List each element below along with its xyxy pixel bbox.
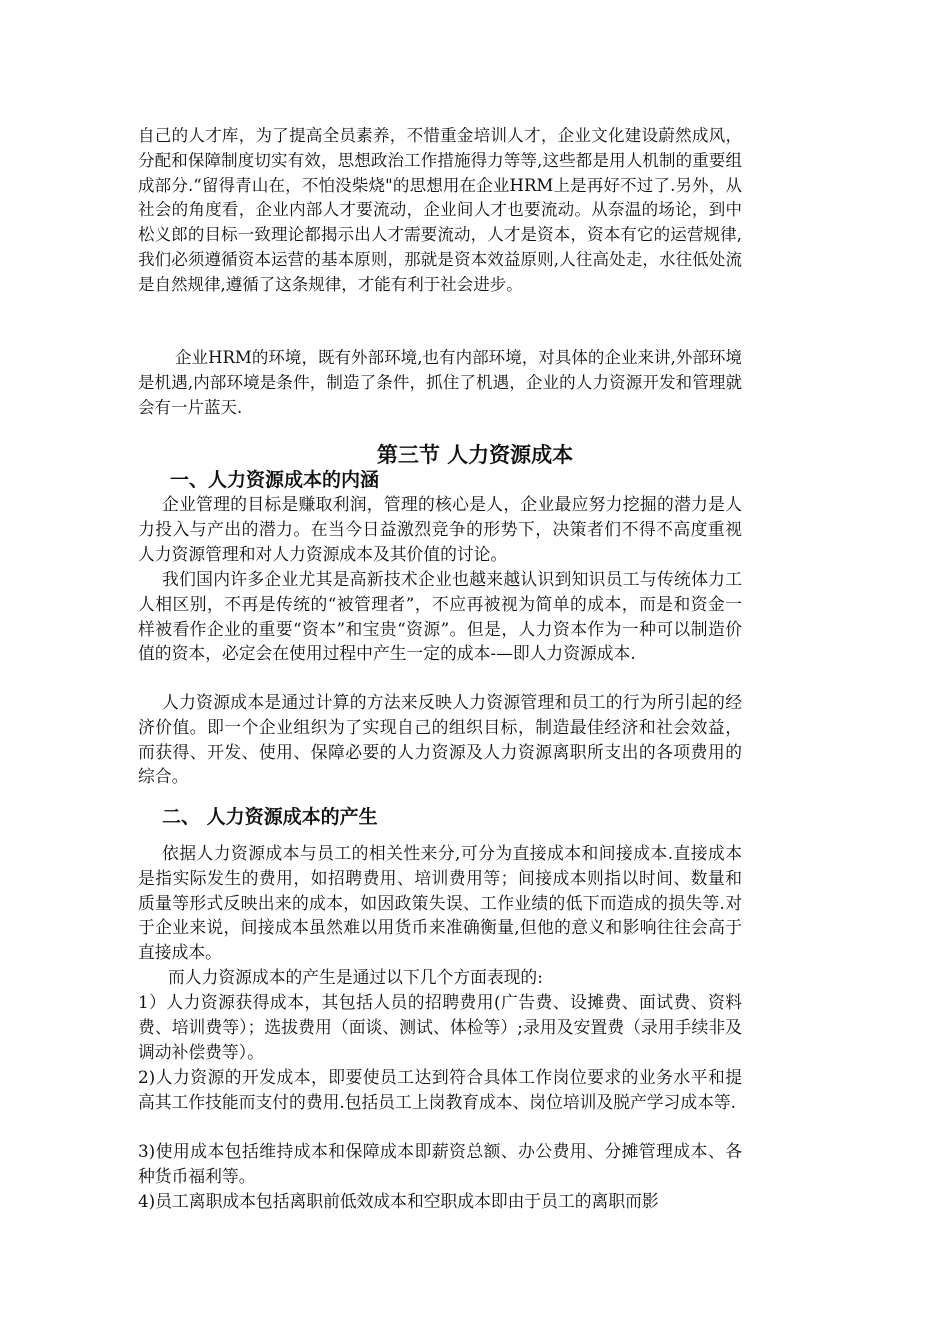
- paragraph-talent-pool: 自己的人才库，为了提高全员素养，不惜重金培训人才，企业文化建设蔚然成风，分配和保障制度切实有效，思想政治工作措施得力等等,这些都是用人机制的重要组成部分.“留得青山在，不怕没柴烧"的思想用在企业HRM上是再好不过了.另外，从社会的角度看，企业内部人才要流动，企业间人才也要流动。从奈温的场论，到中松义郎的目标一致理论都揭示出人才需要流动，人才是资本，资本有它的运营规律,我们必须遵循资本运营的基本原则，那就是资本效益原则,人往高处走，水往低处流是自然规律,遵循了这条规律，才能有利于社会进步。: [138, 126, 742, 294]
- paragraph-knowledge-workers: 我们国内许多企业尤其是高新技术企业也越来越认识到知识员工与传统体力工人相区别，不再是传统的“被管理者”，不应再被视为简单的成本，而是和资金一样被看作企业的重要“资本”和宝贵“资源”。但是，人力资本作为一种可以制造价值的资本，必定会在使用过程中产生一定的成本-—即人力资源成本.: [138, 569, 742, 664]
- subsection-title-connotation: 一、人力资源成本的内涵: [170, 469, 380, 491]
- subsection-title-generation: 二、 人力资源成本的产生: [162, 806, 378, 828]
- paragraph-cost-aspects-intro: 而人力资源成本的产生是通过以下几个方面表现的:: [168, 967, 543, 987]
- paragraph-hrm-environment: 企业HRM的环境，既有外部环境,也有内部环境，对具体的企业来讲,外部环境是机遇,内部环境是条件，制造了条件，抓住了机遇，企业的人力资源开发和管理就会有一片蓝天.: [138, 348, 742, 417]
- list-item-development-cost: 2)人力资源的开发成本，即要使员工达到符合具体工作岗位要求的业务水平和提高其工作技能而支付的费用.包括员工上岗教育成本、岗位培训及脱产学习成本等.: [138, 1067, 742, 1112]
- list-item-acquisition-cost: 1）人力资源获得成本，其包括人员的招聘费用(广告费、设摊费、面试费、资料费、培训费等）；选拔费用（面谈、测试、体检等）;录用及安置费（录用手续非及调动补偿费等）。: [138, 992, 742, 1062]
- paragraph-cost-definition: 人力资源成本是通过计算的方法来反映人力资源管理和员工的行为所引起的经济价值。即一个企业组织为了实现自己的组织目标，制造最佳经济和社会效益，而获得、开发、使用、保障必要的人力资源及人力资源离职所支出的各项费用的综合。: [138, 692, 742, 787]
- paragraph-direct-indirect-cost: 依据人力资源成本与员工的相关性来分,可分为直接成本和间接成本.直接成本是指实际发生的费用，如招聘费用、培训费用等；间接成本则指以时间、数量和质量等形式反映出来的成本，如因政策失误、工作业绩的低下而造成的损失等.对于企业来说，间接成本虽然难以用货币来准确衡量,但他的意义和影响往往会高于直接成本。: [138, 843, 742, 963]
- section-title: 第三节 人力资源成本: [376, 442, 574, 467]
- paragraph-management-goal: 企业管理的目标是赚取利润，管理的核心是人，企业最应努力挖掘的潜力是人力投入与产出的潜力。在当今日益激烈竞争的形势下，决策者们不得不高度重视人力资源管理和对人力资源成本及其价值的讨论。: [138, 494, 742, 564]
- list-item-usage-cost: 3)使用成本包括维持成本和保障成本即薪资总额、办公费用、分摊管理成本、各种货币福利等。: [138, 1141, 742, 1186]
- list-item-separation-cost: 4)员工离职成本包括离职前低效成本和空职成本即由于员工的离职而影: [138, 1191, 659, 1211]
